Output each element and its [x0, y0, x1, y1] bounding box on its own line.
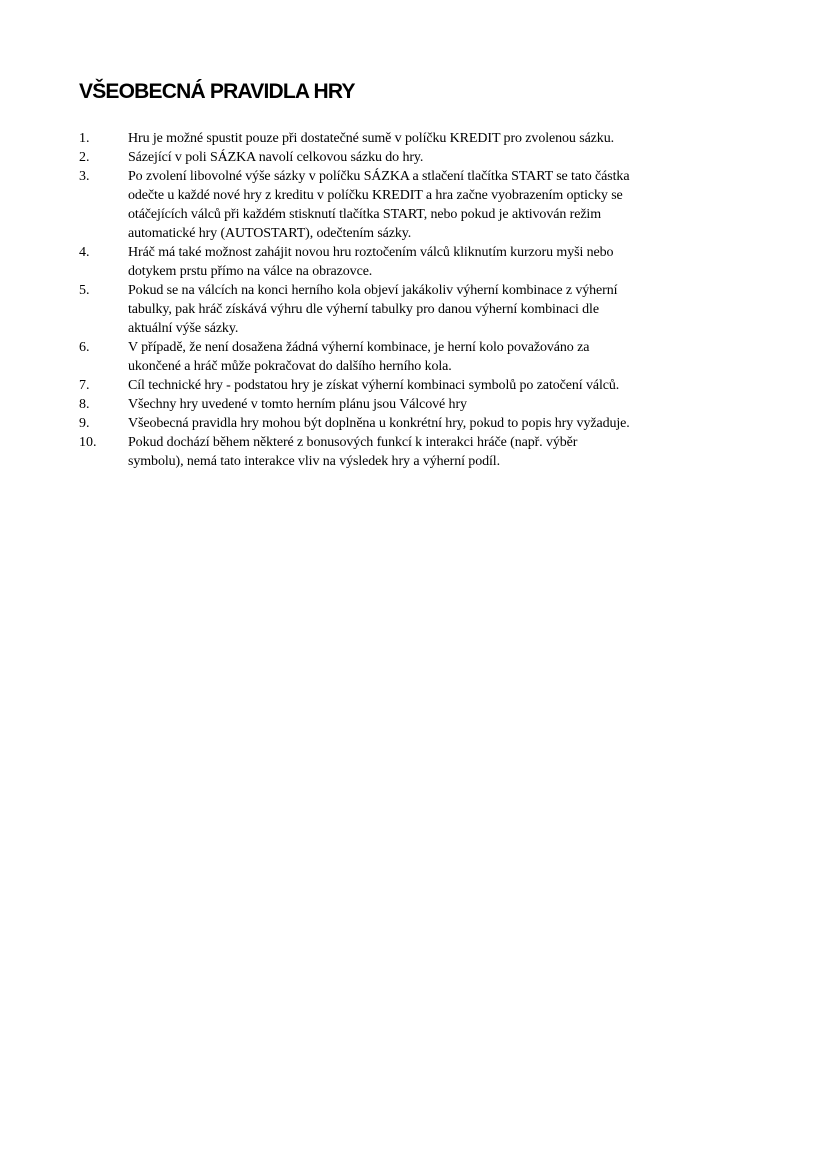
rule-number: 10. [79, 435, 97, 450]
rule-number: 8. [79, 397, 90, 412]
rule-text-line: aktuální výše sázky. [128, 321, 239, 336]
rule-item [79, 338, 779, 376]
rule-item [79, 414, 779, 433]
rule-text [128, 129, 779, 148]
rule-item [79, 395, 779, 414]
rule-text-line: tabulky, pak hráč získává výhru dle výherní tabulky pro danou výherní kombinaci dle [128, 302, 599, 317]
rule-text-line: Po zvolení libovolné výše sázky v políčku SÁZKA a stlačení tlačítka START se tato částka [128, 169, 630, 184]
rule-item [79, 129, 779, 148]
rule-item [79, 433, 779, 471]
rule-number: 1. [79, 131, 90, 146]
rule-text-line: Cíl technické hry - podstatou hry je získat výherní kombinaci symbolů po zatočení válců. [128, 378, 620, 393]
document-title: VŠEOBECNÁ PRAVIDLA HRY [79, 80, 355, 103]
rule-text-line: V případě, že není dosažena žádná výherní kombinace, je herní kolo považováno za [128, 340, 590, 355]
rule-text-line: Hráč má také možnost zahájit novou hru roztočením válců kliknutím kurzoru myši nebo [128, 245, 614, 260]
rule-text-line: odečte u každé nové hry z kreditu v políčku KREDIT a hra začne vyobrazením opticky se [128, 188, 623, 203]
rule-item [79, 281, 779, 338]
rule-text [128, 243, 779, 281]
rule-text-line: Pokud se na válcích na konci herního kola objeví jakákoliv výherní kombinace z výherní [128, 283, 618, 298]
rule-number: 2. [79, 150, 90, 165]
rule-text-line: otáčejících válců při každém stisknutí tlačítka START, nebo pokud je aktivován režim [128, 207, 602, 222]
rule-text-line: automatické hry (AUTOSTART), odečtením sázky. [128, 226, 412, 241]
rule-item [79, 148, 779, 167]
rule-text-line: dotykem prstu přímo na válce na obrazovce. [128, 264, 373, 279]
rule-item [79, 376, 779, 395]
rule-text [128, 338, 779, 376]
rule-text-line: Všeobecná pravidla hry mohou být doplněna u konkrétní hry, pokud to popis hry vyžaduje. [128, 416, 630, 431]
rule-number: 7. [79, 378, 90, 393]
rule-text-line: symbolu), nemá tato interakce vliv na výsledek hry a výherní podíl. [128, 454, 500, 469]
rule-text [128, 376, 779, 395]
rule-item [79, 167, 779, 243]
rule-text-line: Sázející v poli SÁZKA navolí celkovou sázku do hry. [128, 150, 424, 165]
rule-number: 3. [79, 169, 90, 184]
rule-item [79, 243, 779, 281]
rule-number: 6. [79, 340, 90, 355]
rule-text-line: Pokud dochází během některé z bonusových funkcí k interakci hráče (např. výběr [128, 435, 578, 450]
rule-text [128, 281, 779, 338]
rule-number: 5. [79, 283, 90, 298]
rule-text [128, 433, 779, 471]
rule-text-line: Všechny hry uvedené v tomto herním plánu jsou Válcové hry [128, 397, 467, 412]
rule-text-line: Hru je možné spustit pouze při dostatečné sumě v políčku KREDIT pro zvolenou sázku. [128, 131, 614, 146]
rule-text [128, 148, 779, 167]
rule-text [128, 167, 779, 243]
rule-number: 9. [79, 416, 90, 431]
rule-number: 4. [79, 245, 90, 260]
rules-list [79, 129, 779, 471]
rule-text [128, 395, 779, 414]
rule-text [128, 414, 779, 433]
rule-text-line: ukončené a hráč může pokračovat do dalšího herního kola. [128, 359, 452, 374]
